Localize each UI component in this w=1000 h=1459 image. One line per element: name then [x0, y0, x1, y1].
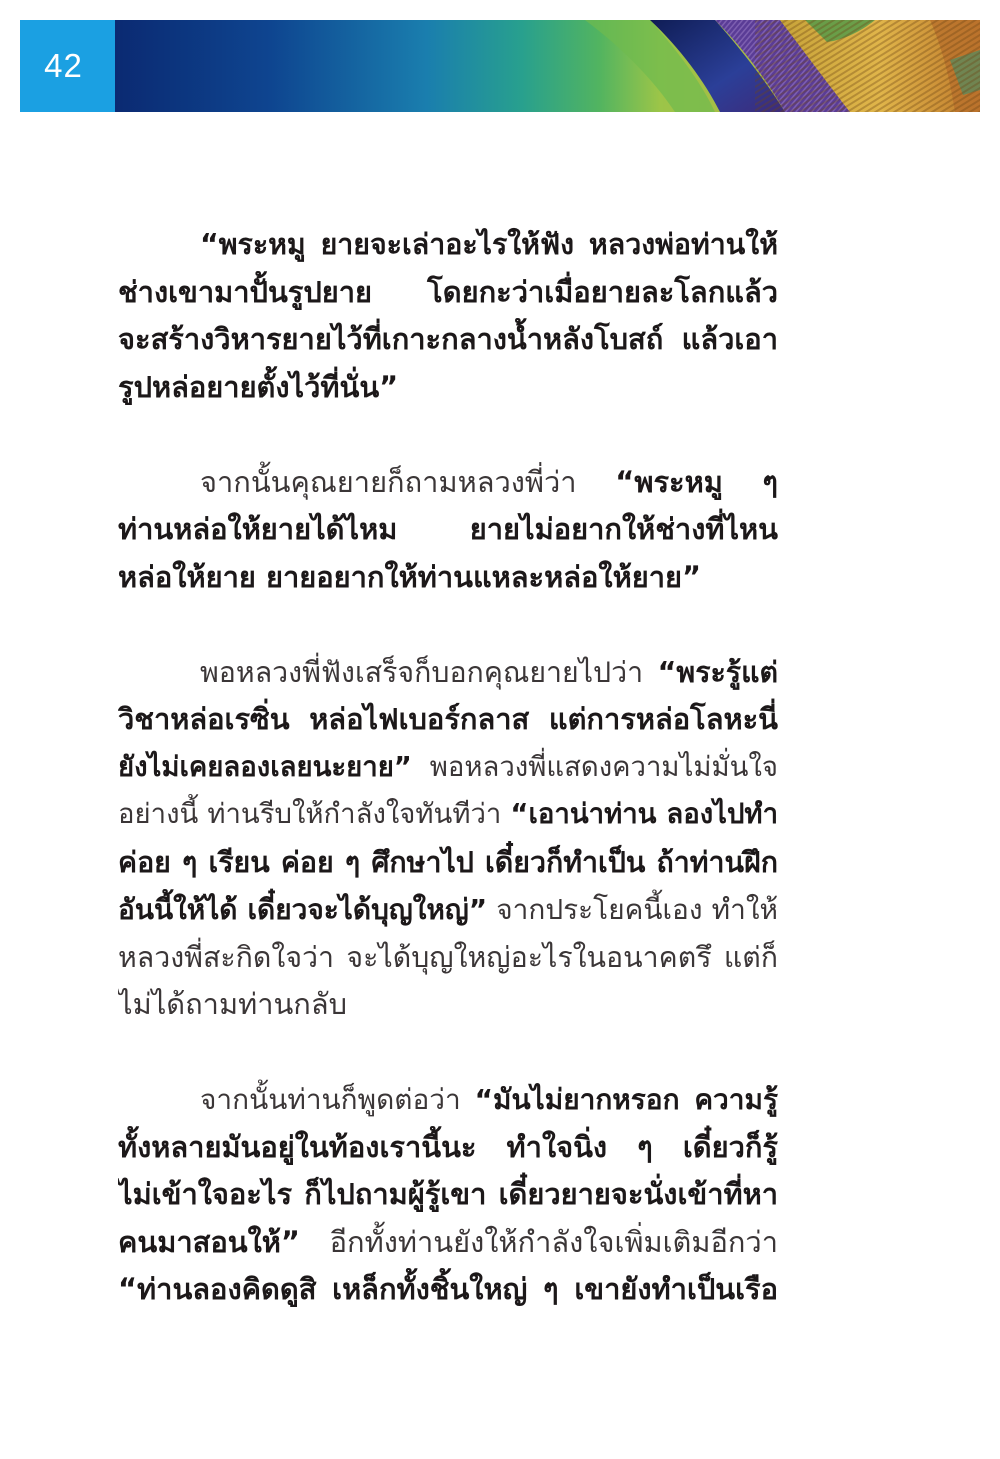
text-line [118, 696, 778, 744]
bold-quote-text: “พระหมู ๆ [615, 464, 778, 499]
text-line [118, 839, 778, 887]
page-number-box [20, 20, 115, 112]
bold-quote-text: หล่อให้ยาย ยายอยากให้ท่านแหละหล่อให้ยาย” [118, 559, 702, 594]
feather-texture [755, 20, 980, 112]
bold-quote-text: จะสร้างวิหารยายไว้ที่เกาะกลางน้ำหลังโบสถ์ แล้วเอา [118, 322, 778, 356]
narrative-text: อีกทั้งท่านยังให้กำลังใจเพิ่มเติมอีกว่า [299, 1224, 778, 1259]
text-line [118, 1124, 778, 1172]
narrative-text: จากนั้นคุณยายก็ถามหลวงพี่ว่า [200, 464, 616, 499]
text-line [118, 269, 778, 317]
bold-quote-text: อันนี้ให้ได้ เดี๋ยวจะได้บุญใหญ่” [118, 893, 488, 926]
bold-quote-text: “มันไม่ยากหรอก ความรู้ [474, 1083, 778, 1116]
narrative-text: ไม่ได้ถามท่านกลับ [118, 987, 348, 1021]
bold-quote-text: รูปหล่อยายตั้งไว้ที่นั่น” [118, 369, 399, 404]
paragraph [118, 1076, 778, 1314]
body-text [118, 221, 778, 1314]
paragraph [118, 649, 778, 1029]
text-line [118, 649, 778, 697]
text-line [118, 316, 778, 364]
page-header [20, 20, 980, 112]
bold-quote-text: ทั้งหลายมันอยู่ในท้องเรานี้นะ ทำใจนิ่ง ๆ เดี๋ยวก็รู้ [118, 1129, 778, 1164]
narrative-text: พอหลวงพี่แสดงความไม่มั่นใจ [411, 750, 778, 783]
text-line [118, 1076, 778, 1124]
paragraph [118, 221, 778, 411]
narrative-text: จากนั้นท่านก็พูดต่อว่า [200, 1083, 475, 1116]
bold-quote-text: “เอาน่าท่าน ลองไปทำ [510, 798, 778, 830]
text-line [118, 364, 778, 412]
text-line [118, 981, 778, 1029]
page-number: 42 [44, 47, 83, 84]
narrative-text: จากประโยคนี้เอง ทำให้ [487, 893, 778, 926]
narrative-text: หลวงพี่สะกิดใจว่า จะได้บุญใหญ่อะไรในอนาคตรึ แต่ก็ [118, 940, 778, 974]
text-line [118, 554, 778, 602]
text-line [118, 221, 778, 269]
bold-quote-text: ค่อย ๆ เรียน ค่อย ๆ ศึกษาไป เดี๋ยวก็ทำเป็น ถ้าท่านฝึก [118, 845, 778, 879]
bold-quote-text: วิชาหล่อเรซิ่น หล่อไฟเบอร์กลาส แต่การหล่อโลหะนี่ [118, 702, 778, 736]
text-line [118, 506, 778, 554]
narrative-text: อย่างนี้ ท่านรีบให้กำลังใจทันทีว่า [118, 798, 511, 830]
bold-quote-text: คนมาสอนให้” [118, 1224, 300, 1259]
feather-image [115, 20, 980, 112]
bold-quote-text: ไม่เข้าใจอะไร ก็ไปถามผู้รู้เขา เดี๋ยวยายจะนั่งเข้าที่หา [118, 1177, 778, 1211]
bold-quote-text: “พระรู้แต่ [657, 655, 778, 689]
text-line [118, 1266, 778, 1314]
bold-quote-text: “ท่านลองคิดดูสิ เหล็กทั้งชิ้นใหญ่ ๆ เขายังทำเป็นเรือ [118, 1272, 778, 1306]
paragraph [118, 459, 778, 602]
header-banner [115, 20, 980, 112]
narrative-text: พอหลวงพี่ฟังเสร็จก็บอกคุณยายไปว่า [200, 655, 658, 689]
bold-quote-text: ยังไม่เคยลองเลยนะยาย” [118, 750, 412, 783]
bold-quote-text: ช่างเขามาปั้นรูปยาย โดยกะว่าเมื่อยายละโลกแล้ว [118, 274, 778, 309]
text-line [118, 791, 778, 839]
bold-quote-text: “พระหมู ยายจะเล่าอะไรให้ฟัง หลวงพ่อท่านให้ [200, 228, 778, 261]
text-line [118, 1219, 778, 1267]
text-line [118, 744, 778, 792]
text-line [118, 886, 778, 934]
text-line [118, 934, 778, 982]
bold-quote-text: ท่านหล่อให้ยายได้ไหม ยายไม่อยากให้ช่างที่ไหน [118, 512, 778, 546]
text-line [118, 1171, 778, 1219]
text-line [118, 459, 778, 507]
